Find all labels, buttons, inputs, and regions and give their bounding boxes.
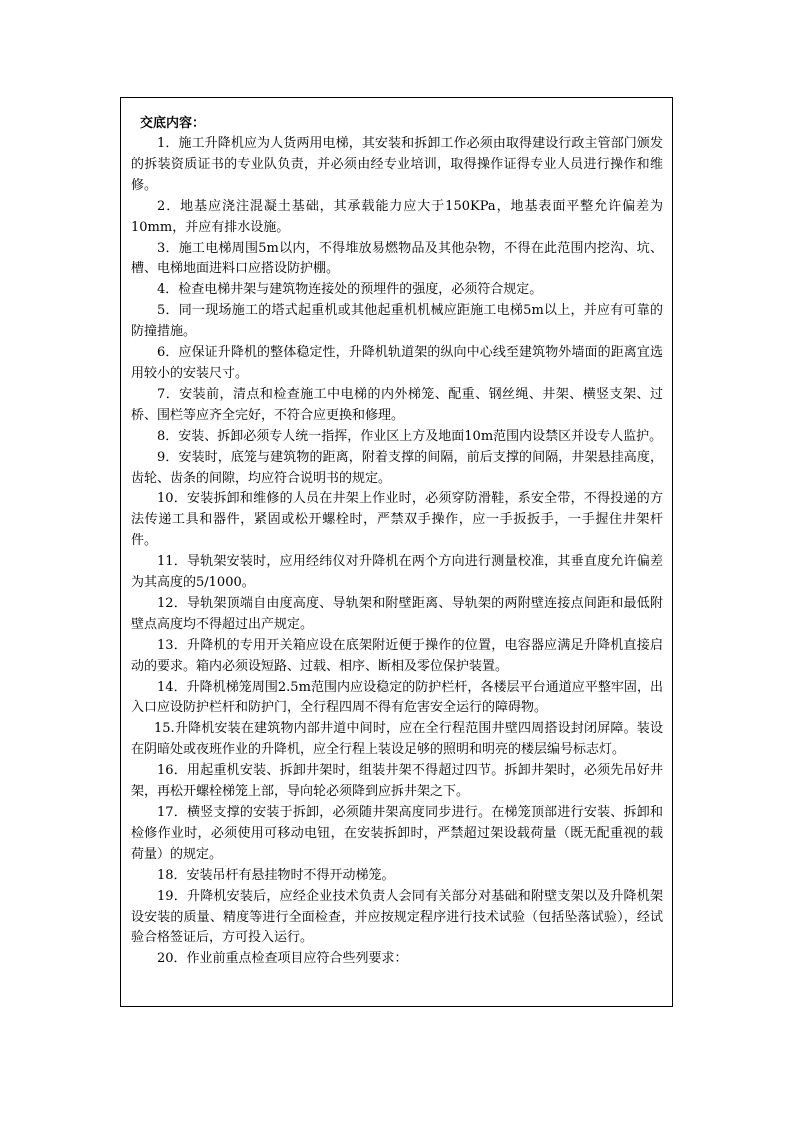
paragraph-3: 3．施工电梯周围5m以内，不得堆放易燃物品及其他杂物，不得在此范围内挖沟、坑、槽、电梯地面进料口应搭设防护棚。 [131,240,663,277]
paragraph-20: 20．作业前重点检查项目应符合些列要求： [157,951,408,967]
section-heading: 交底内容： [140,116,206,131]
paragraph-19: 19．升降机安装后，应经企业技术负责人会同有关部分对基础和附壁支架以及升降机架设安装的质量、精度等进行全面检查，并应按规定程序进行技术试验（包括坠落试验），经试验合格签证后，方可投入运行。 [131,888,663,946]
paragraph-13: 13．升降机的专用开关箱应设在底架附近便于操作的位置，电容器应满足升降机直接启动的要求。箱内必须设短路、过载、相序、断相及零位保护装置。 [131,637,663,674]
paragraph-4: 4．检查电梯井架与建筑物连接处的预埋件的强度，必须符合规定。 [157,282,543,298]
paragraph-16: 16．用起重机安装、拆卸井架时，组装井架不得超过四节。拆卸井架时，必须先吊好井架，再松开螺栓梯笼上部，导向轮必须降到应拆井架之下。 [131,763,663,800]
paragraph-11: 11．导轨架安装时，应用经纬仪对升降机在两个方向进行测量校准，其垂直度允许偏差为其高度的5/1000。 [131,554,663,591]
paragraph-1: 1．施工升降机应为人货两用电梯，其安装和拆卸工作必须由取得建设行政主管部门颁发的拆装资质证书的专业队负责，并必须由经专业培训，取得操作证得专业人员进行操作和维修。 [131,136,663,193]
paragraph-17: 17．横竖支撑的安装于拆卸，必须随井架高度同步进行。在梯笼顶部进行安装、拆卸和检修作业时，必须使用可移动电钮，在安装拆卸时，严禁超过架设载荷量（既无配重视的载荷量）的规定。 [131,805,663,862]
paragraph-7: 7．安装前，清点和检查施工中电梯的内外梯笼、配重、钢丝绳、井架、横竖支架、过桥、围栏等应齐全完好，不符合应更换和修理。 [131,386,663,423]
paragraph-14: 14．升降机梯笼周围2.5m范围内应设稳定的防护栏杆，各楼层平台通道应平整牢固，出入口应设防护栏杆和防护门，全行程四周不得有危害安全运行的障碍物。 [131,679,663,716]
paragraph-12: 12．导轨架顶端自由度高度、导轨架和附壁距离、导轨架的两附壁连接点间距和最低附壁点高度均不得超过出产规定。 [131,595,663,632]
paragraph-18: 18．安装吊杆有悬挂物时不得开动梯笼。 [157,867,395,883]
paragraph-5: 5．同一现场施工的塔式起重机或其他起重机机械应距施工电梯5m以上，并应有可靠的防撞措施。 [131,303,663,340]
paragraph-15: 15.升降机安装在建筑物内部井道中间时，应在全行程范围井壁四周搭设封闭屏障。装设在阴暗处或夜班作业的升降机，应全行程上装设足够的照明和明亮的楼层编号标志灯。 [131,721,663,758]
paragraph-8: 8．安装、拆卸必须专人统一指挥，作业区上方及地面10m范围内设禁区并设专人监护。 [157,428,663,444]
paragraph-9: 9．安装时，底笼与建筑物的距离，附着支撑的间隔，前后支撑的间隔，井架悬挂高度，齿轮、齿条的间隙，均应符合说明书的规定。 [131,449,663,486]
paragraph-2: 2．地基应浇注混凝土基础，其承载能力应大于150KPa，地基表面平整允许偏差为10mm，并应有排水设施。 [131,198,663,235]
content-body [131,134,663,970]
paragraph-10: 10．安装拆卸和维修的人员在井架上作业时，必须穿防滑鞋，系安全带，不得投递的方法传递工具和器件，紧固或松开螺栓时，严禁双手操作，应一手扳扳手，一手握住井架杆件。 [131,491,663,549]
paragraph-6: 6．应保证升降机的整体稳定性，升降机轨道架的纵向中心线至建筑物外墙面的距离宜选用较小的安装尺寸。 [131,345,663,381]
